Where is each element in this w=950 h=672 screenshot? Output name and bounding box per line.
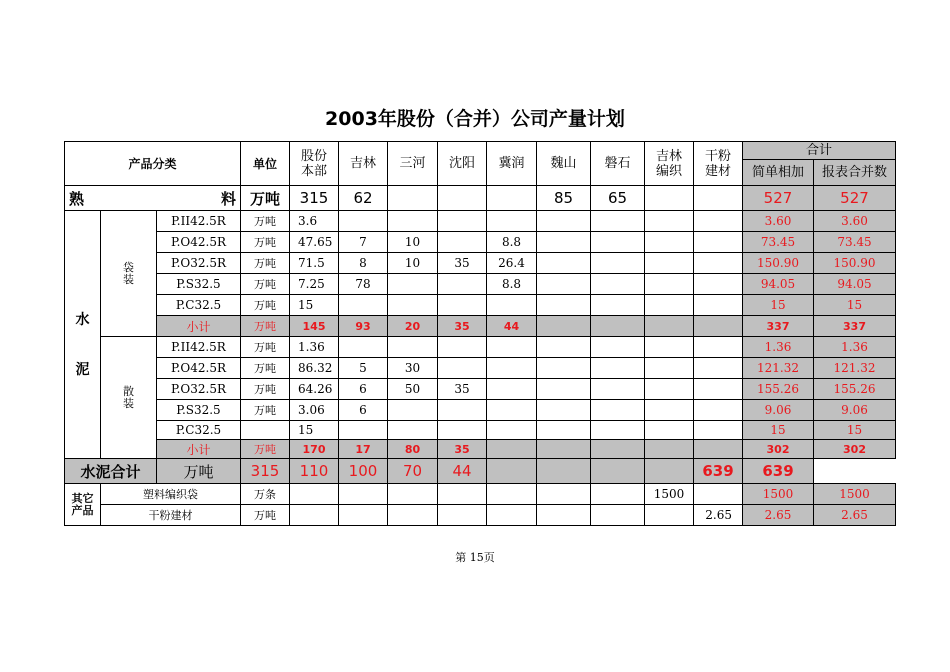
unit-cell: 万吨 xyxy=(241,316,290,337)
cell xyxy=(694,274,743,295)
cell-total-simple: 2.65 xyxy=(743,505,814,526)
cell: 93 xyxy=(339,316,388,337)
page-number: 第 15页 xyxy=(455,551,495,564)
cell xyxy=(645,379,694,400)
cell xyxy=(537,484,591,505)
cell xyxy=(537,253,591,274)
cell: 47.65 xyxy=(290,232,339,253)
cell xyxy=(537,379,591,400)
cell xyxy=(537,505,591,526)
cell-total-report: 155.26 xyxy=(814,379,896,400)
header-sanhe: 三河 xyxy=(388,142,438,186)
cell xyxy=(487,358,537,379)
cell: 62 xyxy=(339,186,388,211)
cell xyxy=(339,484,388,505)
cell xyxy=(388,421,438,440)
cell xyxy=(487,505,537,526)
cell xyxy=(591,337,645,358)
cell: 85 xyxy=(537,186,591,211)
unit-cell: 万吨 xyxy=(241,295,290,316)
cell-total-report: 337 xyxy=(814,316,896,337)
cell xyxy=(645,505,694,526)
table-row xyxy=(65,274,896,295)
cell: 10 xyxy=(388,253,438,274)
cell xyxy=(339,211,388,232)
cement-total-row xyxy=(65,459,896,484)
cell-total-report: 15 xyxy=(814,421,896,440)
cell xyxy=(339,421,388,440)
cell xyxy=(438,232,487,253)
cell xyxy=(487,295,537,316)
cell: 8 xyxy=(339,253,388,274)
cell xyxy=(694,253,743,274)
cell: 20 xyxy=(388,316,438,337)
cell xyxy=(537,358,591,379)
cell: 8.8 xyxy=(487,232,537,253)
cell: 65 xyxy=(591,186,645,211)
product-name: P.O42.5R xyxy=(157,232,241,253)
cell: 3.06 xyxy=(290,400,339,421)
cell xyxy=(388,484,438,505)
cell xyxy=(645,253,694,274)
cell: 44 xyxy=(438,459,487,484)
header-jirun: 冀润 xyxy=(487,142,537,186)
table-row xyxy=(65,421,896,440)
table-row xyxy=(65,505,896,526)
cell xyxy=(537,400,591,421)
cell: 6 xyxy=(339,400,388,421)
header-panshi: 磐石 xyxy=(591,142,645,186)
unit-cell: 万吨 xyxy=(241,400,290,421)
cell xyxy=(645,295,694,316)
cell xyxy=(438,337,487,358)
cell xyxy=(438,358,487,379)
cell-total-simple: 15 xyxy=(743,421,814,440)
cell xyxy=(645,358,694,379)
product-name: P.C32.5 xyxy=(157,421,241,440)
cell xyxy=(487,421,537,440)
bagged-label: 袋装 xyxy=(101,211,157,337)
cell-total-report: 3.60 xyxy=(814,211,896,232)
cell-total-report: 94.05 xyxy=(814,274,896,295)
other-products-label: 其它 产品 xyxy=(65,484,101,526)
cell xyxy=(645,421,694,440)
cell xyxy=(487,211,537,232)
cell xyxy=(591,253,645,274)
cell-total-report: 15 xyxy=(814,295,896,316)
cell: 15 xyxy=(290,295,339,316)
cell xyxy=(645,274,694,295)
cell xyxy=(591,505,645,526)
page-title: 2003年股份（合并）公司产量计划 xyxy=(325,108,625,130)
subtotal-label: 小计 xyxy=(157,316,241,337)
subtotal-row xyxy=(65,440,896,459)
cell-total-report: 1.36 xyxy=(814,337,896,358)
cell xyxy=(591,400,645,421)
unit-cell: 万吨 xyxy=(241,505,290,526)
cell-total-simple: 302 xyxy=(743,440,814,459)
table-row xyxy=(65,484,896,505)
cell-total-simple: 337 xyxy=(743,316,814,337)
cement-label: 水 泥 xyxy=(65,211,101,459)
cell: 1500 xyxy=(645,484,694,505)
cell xyxy=(591,440,645,459)
cell xyxy=(694,232,743,253)
cell xyxy=(487,484,537,505)
cell: 8.8 xyxy=(487,274,537,295)
cell-total-report: 121.32 xyxy=(814,358,896,379)
cell: 35 xyxy=(438,316,487,337)
cell xyxy=(645,211,694,232)
table-row xyxy=(65,211,896,232)
cell xyxy=(487,379,537,400)
cell xyxy=(591,459,645,484)
cell xyxy=(388,295,438,316)
cell xyxy=(591,358,645,379)
header-shenyang: 沈阳 xyxy=(438,142,487,186)
cell-total-simple: 639 xyxy=(694,459,743,484)
cell: 1.36 xyxy=(290,337,339,358)
table-row xyxy=(65,232,896,253)
table-row xyxy=(65,358,896,379)
cell: 3.6 xyxy=(290,211,339,232)
unit-cell: 万吨 xyxy=(241,358,290,379)
cell xyxy=(694,421,743,440)
cell xyxy=(537,274,591,295)
cell: 71.5 xyxy=(290,253,339,274)
cell xyxy=(694,295,743,316)
production-plan-table xyxy=(64,141,896,526)
cell xyxy=(487,459,537,484)
header-total-report: 报表合并数 xyxy=(814,160,896,186)
cell: 17 xyxy=(339,440,388,459)
cell xyxy=(694,358,743,379)
unit-cell: 万吨 xyxy=(241,232,290,253)
cell-total-simple: 9.06 xyxy=(743,400,814,421)
table-row xyxy=(65,379,896,400)
cell xyxy=(388,400,438,421)
cell xyxy=(290,484,339,505)
cell xyxy=(537,295,591,316)
cell xyxy=(487,337,537,358)
cell xyxy=(388,274,438,295)
cell xyxy=(591,379,645,400)
cell: 145 xyxy=(290,316,339,337)
cell xyxy=(591,274,645,295)
cell xyxy=(645,337,694,358)
cell-total-simple: 1.36 xyxy=(743,337,814,358)
product-name: P.II42.5R xyxy=(157,337,241,358)
unit-cell: 万吨 xyxy=(157,459,241,484)
product-name: P.O32.5R xyxy=(157,379,241,400)
cell: 86.32 xyxy=(290,358,339,379)
cell xyxy=(487,440,537,459)
cell xyxy=(694,440,743,459)
cell: 80 xyxy=(388,440,438,459)
table-row xyxy=(65,400,896,421)
unit-cell: 万吨 xyxy=(241,253,290,274)
table-row xyxy=(65,337,896,358)
cell: 78 xyxy=(339,274,388,295)
cement-total-label: 水泥合计 xyxy=(65,459,157,484)
cell xyxy=(438,505,487,526)
product-name: P.O42.5R xyxy=(157,358,241,379)
cell xyxy=(537,337,591,358)
cell: 35 xyxy=(438,440,487,459)
product-name: P.C32.5 xyxy=(157,295,241,316)
header-total: 合计 xyxy=(743,142,896,160)
cell-total-simple: 150.90 xyxy=(743,253,814,274)
cell xyxy=(438,421,487,440)
bulk-label: 散装 xyxy=(101,337,157,459)
cell-total-simple: 73.45 xyxy=(743,232,814,253)
cell: 64.26 xyxy=(290,379,339,400)
cell xyxy=(591,316,645,337)
cell xyxy=(645,440,694,459)
cell: 26.4 xyxy=(487,253,537,274)
cell xyxy=(487,400,537,421)
cell: 15 xyxy=(290,421,339,440)
cell-total-simple: 15 xyxy=(743,295,814,316)
cell-total-report: 527 xyxy=(814,186,896,211)
cell xyxy=(339,295,388,316)
cell-total-simple: 3.60 xyxy=(743,211,814,232)
subtotal-label: 小计 xyxy=(157,440,241,459)
product-name: P.II42.5R xyxy=(157,211,241,232)
cell: 7.25 xyxy=(290,274,339,295)
cell xyxy=(591,211,645,232)
cell-total-simple: 527 xyxy=(743,186,814,211)
cell xyxy=(591,232,645,253)
product-name: P.S32.5 xyxy=(157,274,241,295)
cell xyxy=(438,295,487,316)
cell: 30 xyxy=(388,358,438,379)
header-gufen: 股份 本部 xyxy=(290,142,339,186)
cell xyxy=(339,337,388,358)
header-unit: 单位 xyxy=(241,142,290,186)
cell: 70 xyxy=(388,459,438,484)
cell-total-simple: 1500 xyxy=(743,484,814,505)
cell: 7 xyxy=(339,232,388,253)
clinker-row xyxy=(65,186,896,211)
unit-cell: 万条 xyxy=(241,484,290,505)
cell: 100 xyxy=(339,459,388,484)
cell: 315 xyxy=(241,459,290,484)
header-weishan: 魏山 xyxy=(537,142,591,186)
cell: 35 xyxy=(438,379,487,400)
unit-cell: 万吨 xyxy=(241,274,290,295)
product-name: P.S32.5 xyxy=(157,400,241,421)
header-product-category: 产品分类 xyxy=(65,142,241,186)
cell-total-simple: 155.26 xyxy=(743,379,814,400)
cell xyxy=(694,337,743,358)
cell-total-simple: 94.05 xyxy=(743,274,814,295)
cell xyxy=(694,484,743,505)
cell-total-report: 302 xyxy=(814,440,896,459)
cell xyxy=(694,400,743,421)
cell: 44 xyxy=(487,316,537,337)
unit-cell xyxy=(241,421,290,440)
cell xyxy=(645,459,694,484)
cell xyxy=(438,186,487,211)
unit-cell: 万吨 xyxy=(241,440,290,459)
cell xyxy=(645,316,694,337)
cell xyxy=(694,379,743,400)
cell: 5 xyxy=(339,358,388,379)
cell xyxy=(388,211,438,232)
cell xyxy=(537,316,591,337)
cell xyxy=(388,505,438,526)
cell xyxy=(537,232,591,253)
cell: 35 xyxy=(438,253,487,274)
cell xyxy=(645,400,694,421)
cell xyxy=(438,274,487,295)
cell xyxy=(537,421,591,440)
cell-total-report: 9.06 xyxy=(814,400,896,421)
clinker-label: 熟 料 xyxy=(65,186,241,211)
cell xyxy=(290,505,339,526)
header-total-simple: 简单相加 xyxy=(743,160,814,186)
cell: 110 xyxy=(290,459,339,484)
cell xyxy=(645,232,694,253)
cell xyxy=(591,421,645,440)
cell xyxy=(388,337,438,358)
cell: 2.65 xyxy=(694,505,743,526)
cell-total-report: 1500 xyxy=(814,484,896,505)
cell: 315 xyxy=(290,186,339,211)
cell xyxy=(591,295,645,316)
cell-total-report: 73.45 xyxy=(814,232,896,253)
product-name: 干粉建材 xyxy=(101,505,241,526)
product-name: 塑料编织袋 xyxy=(101,484,241,505)
table-row xyxy=(65,253,896,274)
cell: 50 xyxy=(388,379,438,400)
cell-total-report: 639 xyxy=(743,459,814,484)
header-jilin-bianzhi: 吉林 编织 xyxy=(645,142,694,186)
cell xyxy=(438,211,487,232)
cell xyxy=(694,316,743,337)
cell xyxy=(694,211,743,232)
cell xyxy=(694,186,743,211)
unit-cell: 万吨 xyxy=(241,379,290,400)
cell: 10 xyxy=(388,232,438,253)
cell xyxy=(645,186,694,211)
cell: 170 xyxy=(290,440,339,459)
cell-total-simple: 121.32 xyxy=(743,358,814,379)
cell xyxy=(339,505,388,526)
cell xyxy=(591,484,645,505)
unit-cell: 万吨 xyxy=(241,337,290,358)
header-jilin: 吉林 xyxy=(339,142,388,186)
cell-total-report: 150.90 xyxy=(814,253,896,274)
cell xyxy=(487,186,537,211)
product-name: P.O32.5R xyxy=(157,253,241,274)
table-row xyxy=(65,295,896,316)
subtotal-row xyxy=(65,316,896,337)
cell xyxy=(438,400,487,421)
unit-cell: 万吨 xyxy=(241,211,290,232)
cell xyxy=(537,459,591,484)
cell: 6 xyxy=(339,379,388,400)
cell xyxy=(388,186,438,211)
header-ganfen: 干粉 建材 xyxy=(694,142,743,186)
clinker-unit: 万吨 xyxy=(241,186,290,211)
cell xyxy=(438,484,487,505)
cell xyxy=(537,440,591,459)
cell-total-report: 2.65 xyxy=(814,505,896,526)
cell xyxy=(537,211,591,232)
